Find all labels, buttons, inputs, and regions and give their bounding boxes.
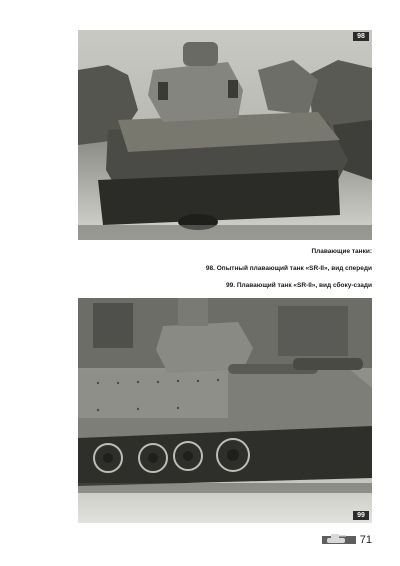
caption-photo-98: 98. Опытный плавающий танк «SR-II», вид спереди [205,265,372,272]
photo-number: 99 [353,511,369,520]
tank-front-photo [78,30,372,240]
footer-bar [322,536,356,544]
photo-98 [78,30,372,240]
tank-side-photo [78,298,372,523]
page-number: 71 [359,533,372,546]
caption-photo-99: 99. Плавающий танк «SR-II», вид сбоку-сзади [225,282,372,289]
page-footer [322,533,372,546]
photo-number: 98 [353,32,369,41]
tank-icon [325,532,347,544]
caption-heading: Плавающие танки: [311,248,372,255]
photo-99 [78,298,372,523]
